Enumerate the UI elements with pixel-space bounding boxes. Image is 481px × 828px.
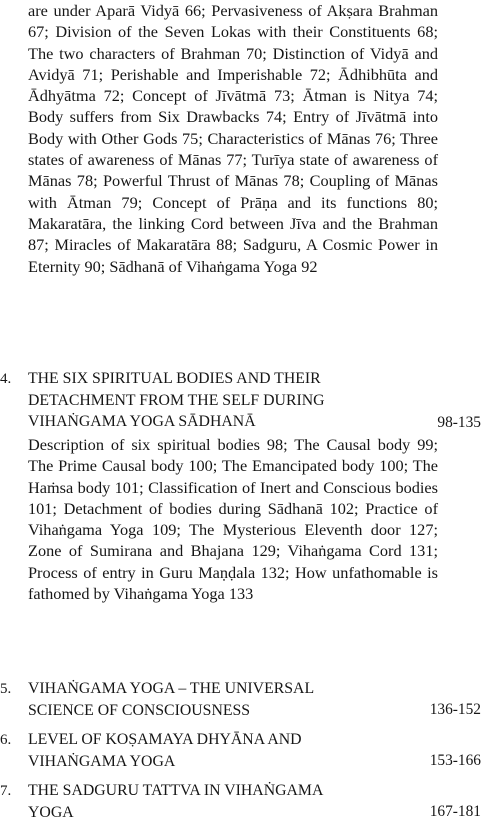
entry-title-line: DETACHMENT FROM THE SELF DURING [28,391,325,409]
entry-number: 4. [0,371,12,387]
entry-title [28,780,398,823]
chapter-3-description: are under Aparā Vidyā 66; Pervasiveness of Akṣara Brahman 67; Division of the Seven Lokas with their Constituents 68; The two characters of Brahman 70; Distinction of Vidyā and Avidyā 71; Perishable and Imperishable 72; Ādhibhūta and Ādhyātma 72; Concept of Jīvātmā 73; Ātman is Nitya 74; Body suffers from Six Drawbacks 74; Entry of Jīvātmā into Body with Other Gods 75; Characteristics of Mānas 76; Three states of awareness of Mānas 77; Turīya state of awareness of Mānas 78; Powerful Thrust of Mānas 78; Coupling of Mānas with Ātman 79; Concept of Prāṇa and its functions 80; Makaratāra, the linking Cord between Jīva and the Brahman 87; Miracles of Makaratāra 88; Sadguru, A Cosmic Power in Eternity 90; Sādhanā of Vihaṅgama Yoga 92 [28,1,438,276]
entry-number: 6. [0,732,12,748]
entry-title [28,678,398,721]
entry-title-line: SCIENCE OF CONSCIOUSNESS [28,701,251,719]
entry-number: 7. [0,783,12,799]
entry-title-line: YOGA [28,803,74,821]
entry-number: 5. [0,681,12,697]
entry-title-line: VIHAṄGAMA YOGA – THE UNIVERSAL [28,680,315,697]
entry-title-line: LEVEL OF KOṢAMAYA DHYĀNA AND [28,731,302,748]
entry-page-range: 167-181 [429,803,481,820]
entry-title-line: THE SADGURU TATTVA IN VIHAṄGAMA [28,782,324,799]
entry-title-line: THE SIX SPIRITUAL BODIES AND THEIR [28,370,321,387]
entry-title-line: VIHAṄGAMA YOGA [28,752,176,770]
entry-description: Description of six spiritual bodies 98; The Causal body 99; The Prime Causal body 100; The Emancipated body 100; The Haṁsa body 101; Classification of Inert and Conscious bodies 101; Detachment of bodies during Sādhanā 102; Practice of Vihaṅgama Yoga 109; The Mysterious Eleventh door 127; Zone of Sumirana and Bhajana 129; Vihaṅgama Cord 131; Process of entry in Guru Maṇḍala 132; How unfathomable is fathomed by Vihaṅgama Yoga 133 [28,435,438,604]
entry-title [28,368,398,433]
entry-page-range: 136-152 [429,701,481,718]
entry-page-range: 153-166 [429,752,481,769]
entry-title [28,729,398,772]
entry-page-range: 98-135 [437,414,481,431]
entry-title-line: VIHAṄGAMA YOGA SĀDHANĀ [28,413,256,430]
